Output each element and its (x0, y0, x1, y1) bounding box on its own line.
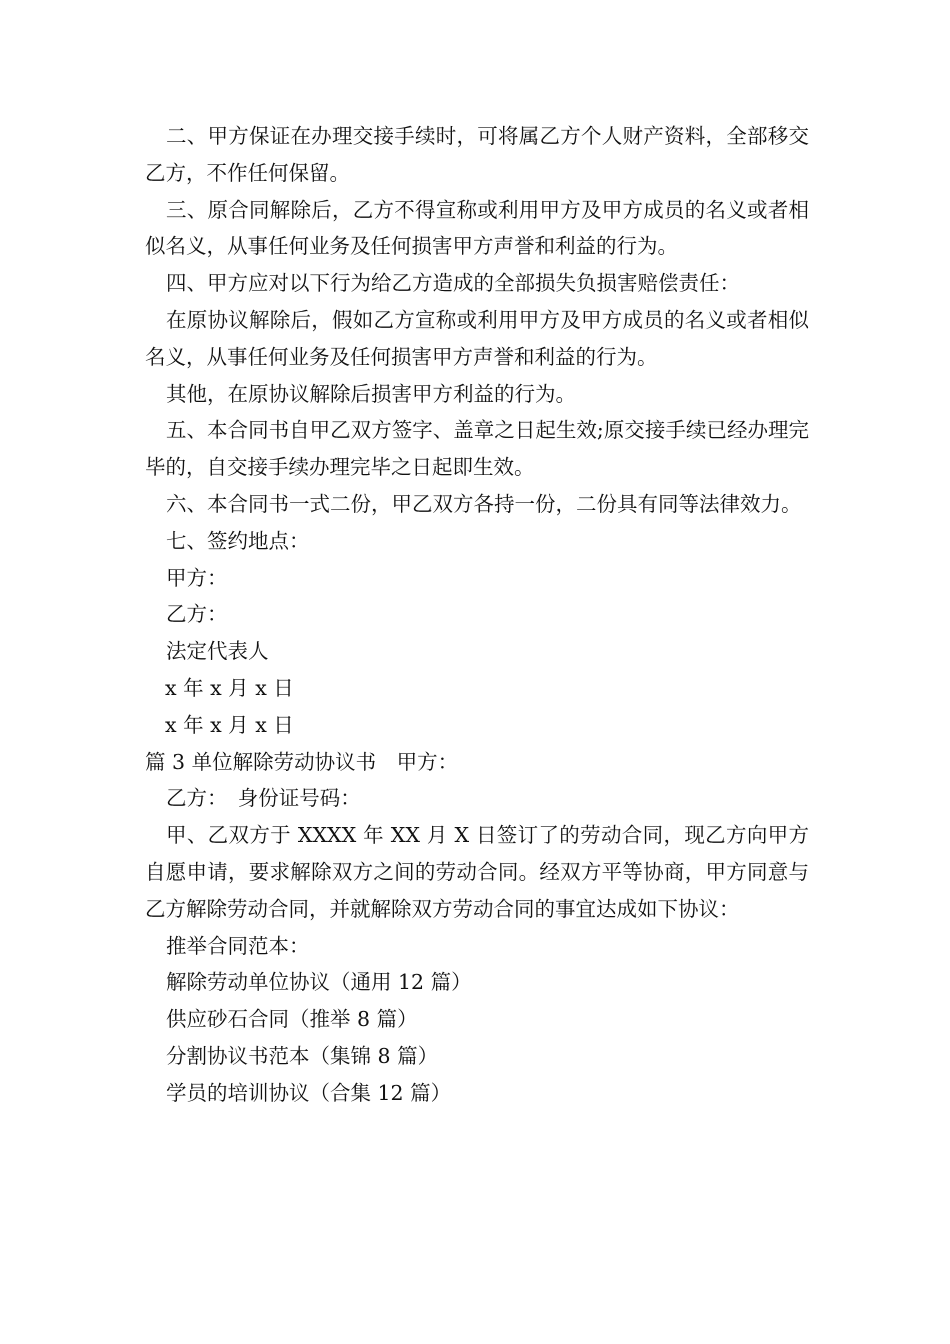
section-3-heading: 篇 3 单位解除劳动协议书 甲方： (145, 749, 459, 774)
clause-3: 三、原合同解除后，乙方不得宣称或利用甲方及甲方成员的名义或者相似名义，从事任何业务及任何损害甲方声誉和利益的行为。 (145, 197, 809, 259)
agreement-intro: 甲、乙双方于 XXXX 年 XX 月 X 日签订了的劳动合同，现乙方向甲方自愿申请，要求解除双方之间的劳动合同。经双方平等协商，甲方同意与乙方解除劳动合同，并就解除双方劳动合同的事宜达成如下协议： (145, 823, 809, 921)
clause-6: 六、本合同书一式二份，甲乙双方各持一份，二份具有同等法律效力。 (166, 491, 802, 516)
recommended-item: 学员的培训协议（合集 12 篇） (166, 1080, 452, 1105)
clause-4: 四、甲方应对以下行为给乙方造成的全部损失负损害赔偿责任： (166, 271, 740, 296)
clause-5: 五、本合同书自甲乙双方签字、盖章之日起生效;原交接手续已经办理完毕的，自交接手续办理完毕之日起即生效。 (145, 418, 809, 480)
party-b-id-line: 乙方： 身份证号码： (166, 786, 361, 811)
recommended-item: 供应砂石合同（推举 8 篇） (166, 1007, 418, 1032)
recommended-heading: 推举合同范本： (166, 933, 310, 958)
date-line-1: x 年 x 月 x 日 (165, 675, 294, 700)
clause-2: 二、甲方保证在办理交接手续时，可将属乙方个人财产资料，全部移交乙方，不作任何保留。 (145, 124, 809, 185)
recommended-item: 解除劳动单位协议（通用 12 篇） (166, 970, 472, 995)
party-b-line: 乙方： (166, 602, 228, 627)
clause-7: 七、签约地点： (166, 528, 310, 553)
document-body (145, 118, 809, 1112)
legal-representative-line: 法定代表人 (166, 639, 269, 664)
date-line-2: x 年 x 月 x 日 (165, 712, 294, 737)
recommended-item: 分割协议书范本（集锦 8 篇） (166, 1043, 439, 1068)
party-a-line: 甲方： (166, 565, 228, 590)
clause-4-item-2: 其他，在原协议解除后损害甲方利益的行为。 (166, 381, 576, 406)
clause-4-item-1: 在原协议解除后，假如乙方宣称或利用甲方及甲方成员的名义或者相似名义，从事任何业务及任何损害甲方声誉和利益的行为。 (145, 307, 809, 369)
